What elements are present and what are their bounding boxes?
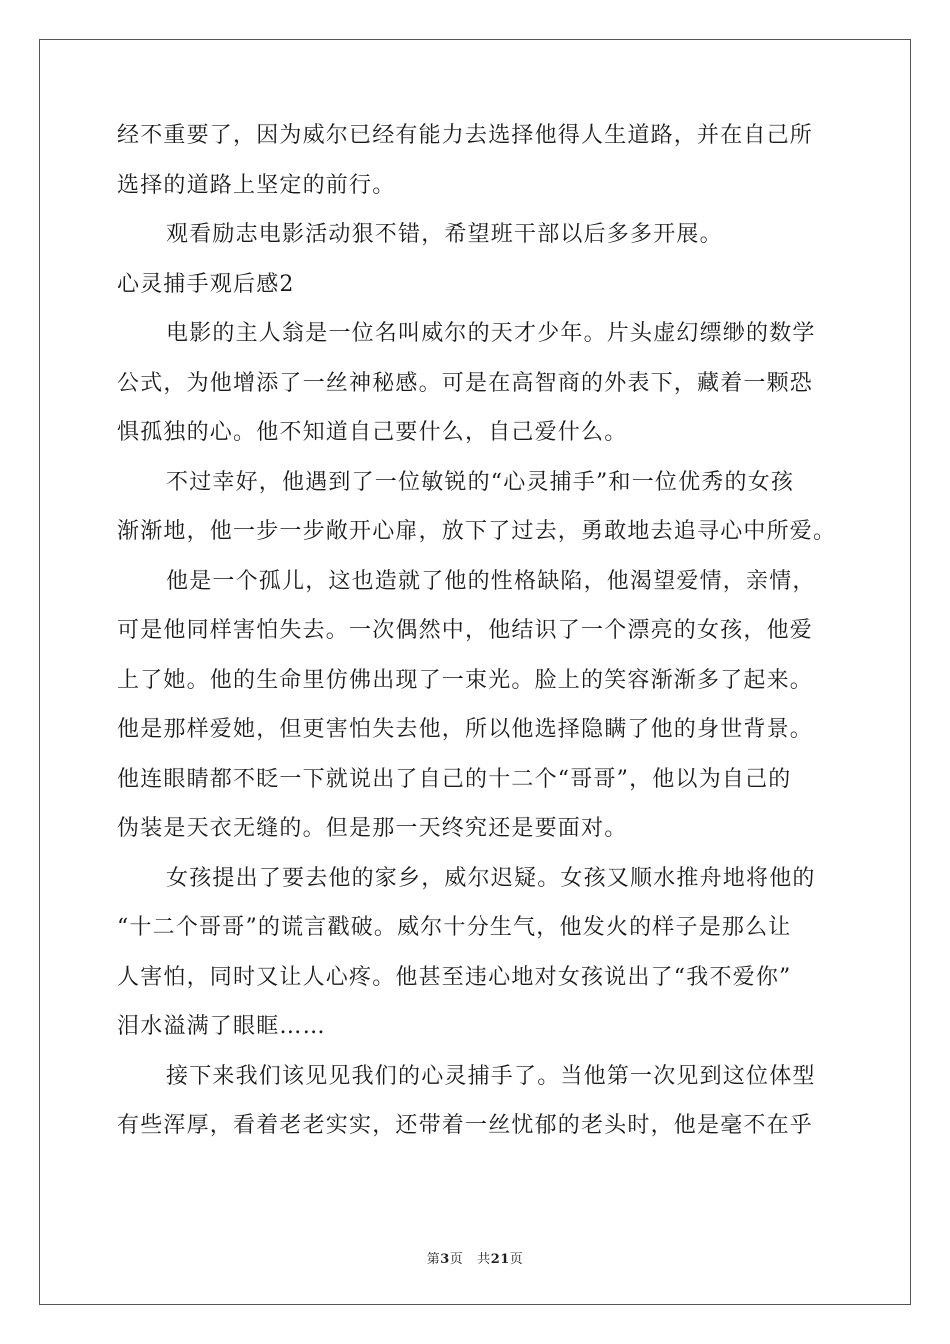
text-line: 他是一个孤儿，这也造就了他的性格缺陷，他渴望爱情，亲情， <box>166 568 816 594</box>
text-line: 泪水溢满了眼眶…… <box>117 1014 326 1039</box>
text-line: 他是那样爱她，但更害怕失去他，所以他选择隐瞒了他的身世背景。 <box>117 717 814 742</box>
section-heading: 心灵捕手观后感2 <box>117 271 295 297</box>
text-line: 女孩提出了要去他的家乡，威尔迟疑。女孩又顺水推舟地将他的 <box>166 865 816 891</box>
current-page-number: 3 <box>440 1252 450 1267</box>
text-line: 上了她。他的生命里仿佛出现了一束光。脸上的笑容渐渐多了起来。 <box>117 667 814 693</box>
text-line: 选择的道路上坚定的前行。 <box>117 172 396 198</box>
text-line: 接下来我们该见见我们的心灵捕手了。当他第一次见到这位体型 <box>166 1063 816 1089</box>
text-line: 观看励志电影活动狠不错，希望班干部以后多多开展。 <box>166 222 723 247</box>
document-body <box>117 124 837 1164</box>
text-line: 他连眼睛都不眨一下就说出了自己的十二个“哥哥”，他以为自己的 <box>117 766 792 792</box>
text-line: 公式，为他增添了一丝神秘感。可是在高智商的外表下，藏着一颗恐 <box>117 370 814 396</box>
text-line: 不过幸好，他遇到了一位敏锐的“心灵捕手”和一位优秀的女孩 <box>166 469 795 495</box>
total-unit: 页 <box>509 1252 524 1267</box>
text-line: 经不重要了，因为威尔已经有能力去选择他得人生道路，并在自己所 <box>117 123 814 148</box>
total-prefix: 共 <box>477 1252 491 1267</box>
text-line: 可是他同样害怕失去。一次偶然中，他结识了一个漂亮的女孩，他爱 <box>117 618 814 643</box>
page-footer <box>0 1248 950 1267</box>
total-pages-number: 21 <box>490 1252 510 1267</box>
page-unit: 页 <box>449 1252 464 1267</box>
text-line: 电影的主人翁是一位名叫威尔的天才少年。片头虚幻缥缈的数学 <box>166 321 816 346</box>
text-line: 人害怕，同时又让人心疼。他甚至违心地对女孩说出了“我不爱你” <box>117 964 792 990</box>
text-line: 渐渐地，他一步一步敞开心扉，放下了过去，勇敢地去追寻心中所爱。 <box>117 519 837 544</box>
text-line: “十二个哥哥”的谎言戳破。威尔十分生气，他发火的样子是那么让 <box>117 915 792 940</box>
page-prefix: 第 <box>426 1252 441 1267</box>
text-line: 惧孤独的心。他不知道自己要什么，自己爱什么。 <box>117 420 628 445</box>
text-line: 有些浑厚，看着老老实实，还带着一丝忧郁的老头时，他是毫不在乎 <box>117 1113 814 1138</box>
text-line: 伪装是天衣无缝的。但是那一天终究还是要面对。 <box>117 816 628 841</box>
